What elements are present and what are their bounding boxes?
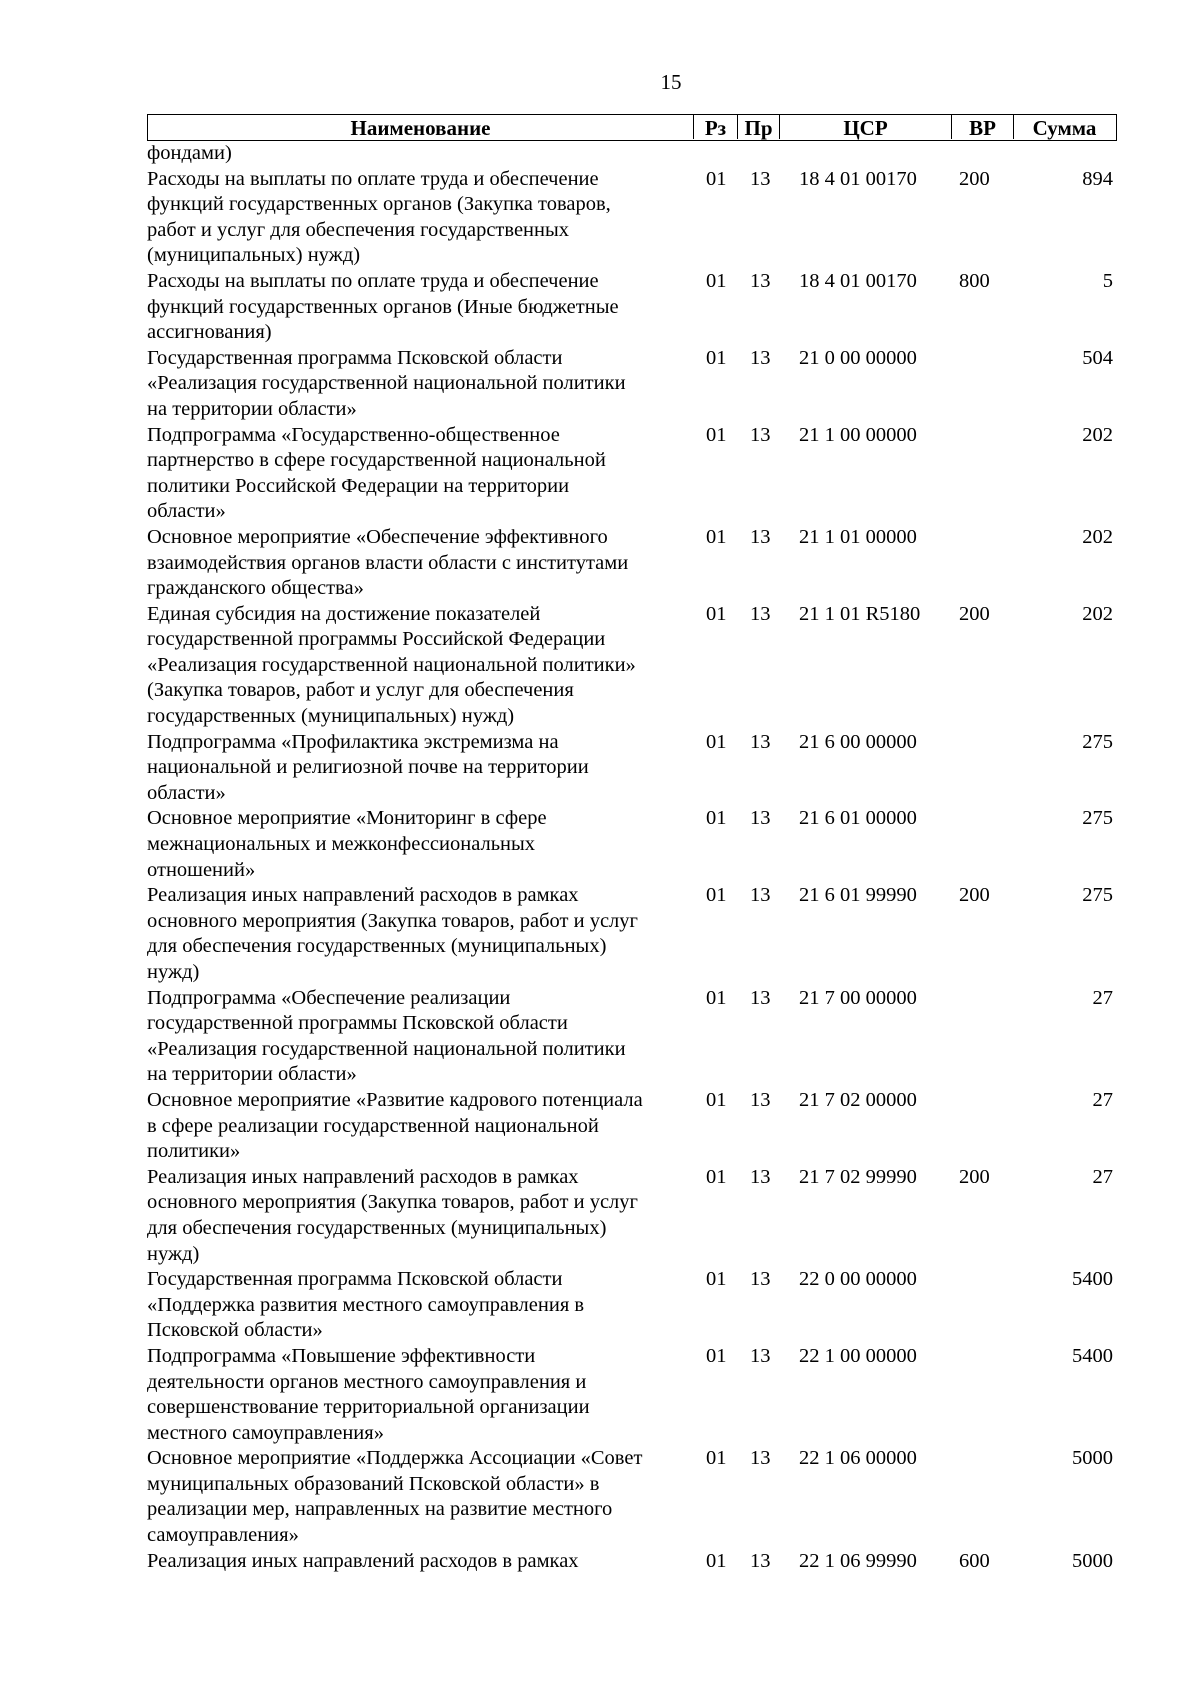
row-csr: 21 7 00 00000	[799, 986, 917, 1009]
header-csr: ЦСР	[780, 115, 952, 139]
row-pr: 13	[750, 525, 771, 548]
row-csr: 18 4 01 00170	[799, 269, 917, 292]
row-vr: 600	[959, 1549, 990, 1572]
row-name: Единая субсидия на достижение показателей государственной программы Российской Федерации «Реализация государственной национальной политики» (Закупка товаров, работ и услуг для обеспечения государственных (муниципальных) нужд)	[147, 602, 636, 728]
table-row	[147, 730, 1117, 807]
row-name: Реализация иных направлений расходов в рамках основного мероприятия (Закупка товаров, работ и услуг для обеспечения государственных (муниципальных) нужд)	[147, 1165, 638, 1265]
row-pr: 13	[750, 423, 771, 446]
page-number: 15	[660, 70, 682, 94]
table-row	[147, 806, 1117, 883]
row-rz: 01	[706, 423, 727, 446]
row-sum: 27	[1092, 986, 1113, 1009]
header-vr: ВР	[952, 115, 1014, 139]
row-rz: 01	[706, 730, 727, 753]
row-name: Основное мероприятие «Развитие кадрового потенциала в сфере реализации государственной национальной политики»	[147, 1088, 643, 1163]
row-sum: 5400	[1072, 1344, 1113, 1367]
row-sum: 275	[1082, 730, 1113, 753]
row-csr: 22 0 00 00000	[799, 1268, 917, 1291]
row-vr: 200	[959, 884, 990, 907]
row-csr: 21 6 01 00000	[799, 807, 917, 830]
row-pr: 13	[750, 269, 771, 292]
row-name: Подпрограмма «Повышение эффективности деятельности органов местного самоуправления и совершенствование территориальной организации местного самоуправления»	[147, 1344, 590, 1444]
row-csr: 21 1 01 R5180	[799, 602, 921, 625]
row-pr: 13	[750, 346, 771, 369]
budget-table	[147, 114, 1117, 1574]
row-rz: 01	[706, 1088, 727, 1111]
row-csr: 21 1 00 00000	[799, 423, 917, 446]
table-row	[147, 141, 1117, 167]
row-rz: 01	[706, 1268, 727, 1291]
row-pr: 13	[750, 1088, 771, 1111]
row-name: Основное мероприятие «Мониторинг в сфере межнациональных и межконфессиональных отношений»	[147, 807, 547, 881]
row-csr: 21 7 02 99990	[799, 1165, 917, 1188]
row-csr: 22 1 06 00000	[799, 1447, 917, 1470]
row-pr: 13	[750, 807, 771, 830]
table-row	[147, 1344, 1117, 1446]
row-csr: 21 1 01 00000	[799, 525, 917, 548]
table-row	[147, 167, 1117, 269]
row-rz: 01	[706, 986, 727, 1009]
table-row	[147, 883, 1117, 985]
row-rz: 01	[706, 167, 727, 190]
row-rz: 01	[706, 602, 727, 625]
row-name: Государственная программа Псковской области «Реализация государственной национальной политики на территории области»	[147, 346, 626, 420]
table-row	[147, 1088, 1117, 1165]
row-sum: 5000	[1072, 1447, 1113, 1470]
row-name: Основное мероприятие «Обеспечение эффективного взаимодействия органов власти области с институтами гражданского общества»	[147, 525, 629, 600]
header-pr: Пр	[738, 115, 780, 139]
table-header	[147, 114, 1117, 141]
row-rz: 01	[706, 1344, 727, 1367]
row-csr: 21 0 00 00000	[799, 346, 917, 369]
table-row	[147, 986, 1117, 1088]
row-name: Подпрограмма «Профилактика экстремизма на национальной и религиозной почве на территории области»	[147, 730, 589, 804]
row-rz: 01	[706, 525, 727, 548]
header-sum: Сумма	[1032, 116, 1097, 140]
row-sum: 5000	[1072, 1549, 1113, 1572]
row-rz: 01	[706, 269, 727, 292]
table-row	[147, 1165, 1117, 1267]
row-rz: 01	[706, 807, 727, 830]
row-name: Подпрограмма «Обеспечение реализации государственной программы Псковской области «Реализация государственной национальной политики на территории области»	[147, 986, 626, 1086]
row-pr: 13	[750, 884, 771, 907]
row-csr: 21 6 01 99990	[799, 884, 917, 907]
row-rz: 01	[706, 1447, 727, 1470]
row-pr: 13	[750, 986, 771, 1009]
row-vr: 200	[959, 167, 990, 190]
row-name: Расходы на выплаты по оплате труда и обеспечение функций государственных органов (Закупка товаров, работ и услуг для обеспечения государственных (муниципальных) нужд)	[147, 167, 611, 267]
row-pr: 13	[750, 1344, 771, 1367]
row-vr: 200	[959, 602, 990, 625]
row-pr: 13	[750, 1165, 771, 1188]
row-name: Подпрограмма «Государственно-общественное партнерство в сфере государственной национальной политики Российской Федерации на территории области»	[147, 423, 606, 523]
row-sum: 27	[1092, 1088, 1113, 1111]
row-sum: 27	[1092, 1165, 1113, 1188]
row-pr: 13	[750, 1549, 771, 1572]
row-rz: 01	[706, 346, 727, 369]
row-csr: 22 1 00 00000	[799, 1344, 917, 1367]
row-name: Расходы на выплаты по оплате труда и обеспечение функций государственных органов (Иные бюджетные ассигнования)	[147, 269, 619, 344]
header-rz: Рз	[694, 115, 738, 139]
table-row	[147, 525, 1117, 602]
table-row	[147, 1549, 1117, 1575]
row-vr: 200	[959, 1165, 990, 1188]
row-sum: 202	[1082, 602, 1113, 625]
row-csr: 21 6 00 00000	[799, 730, 917, 753]
row-sum: 275	[1082, 807, 1113, 830]
row-sum: 894	[1082, 167, 1113, 190]
row-rz: 01	[706, 1165, 727, 1188]
row-sum: 202	[1082, 423, 1113, 446]
row-vr: 800	[959, 269, 990, 292]
row-pr: 13	[750, 730, 771, 753]
row-name: Реализация иных направлений расходов в рамках	[147, 1549, 579, 1572]
table-row	[147, 269, 1117, 346]
row-sum: 504	[1082, 346, 1113, 369]
table-row	[147, 1446, 1117, 1548]
row-sum: 202	[1082, 525, 1113, 548]
row-pr: 13	[750, 167, 771, 190]
table-row	[147, 1267, 1117, 1344]
row-csr: 21 7 02 00000	[799, 1088, 917, 1111]
row-name: Основное мероприятие «Поддержка Ассоциации «Совет муниципальных образований Псковской области» в реализации мер, направленных на развитие местного самоуправления»	[147, 1447, 643, 1547]
row-sum: 5400	[1072, 1268, 1113, 1291]
row-rz: 01	[706, 884, 727, 907]
row-name: Реализация иных направлений расходов в рамках основного мероприятия (Закупка товаров, работ и услуг для обеспечения государственных (муниципальных) нужд)	[147, 884, 638, 983]
row-pr: 13	[750, 1268, 771, 1291]
row-name: Государственная программа Псковской области «Поддержка развития местного самоуправления в Псковской области»	[147, 1268, 585, 1342]
table-row	[147, 346, 1117, 423]
row-csr: 18 4 01 00170	[799, 167, 917, 190]
row-sum: 5	[1102, 269, 1113, 292]
table-row	[147, 423, 1117, 525]
row-csr: 22 1 06 99990	[799, 1549, 917, 1572]
row-rz: 01	[706, 1549, 727, 1572]
row-name: фондами)	[147, 142, 232, 164]
header-name: Наименование	[148, 115, 694, 139]
row-pr: 13	[750, 1447, 771, 1470]
row-pr: 13	[750, 602, 771, 625]
table-row	[147, 602, 1117, 730]
row-sum: 275	[1082, 884, 1113, 907]
table-body	[147, 141, 1117, 1574]
